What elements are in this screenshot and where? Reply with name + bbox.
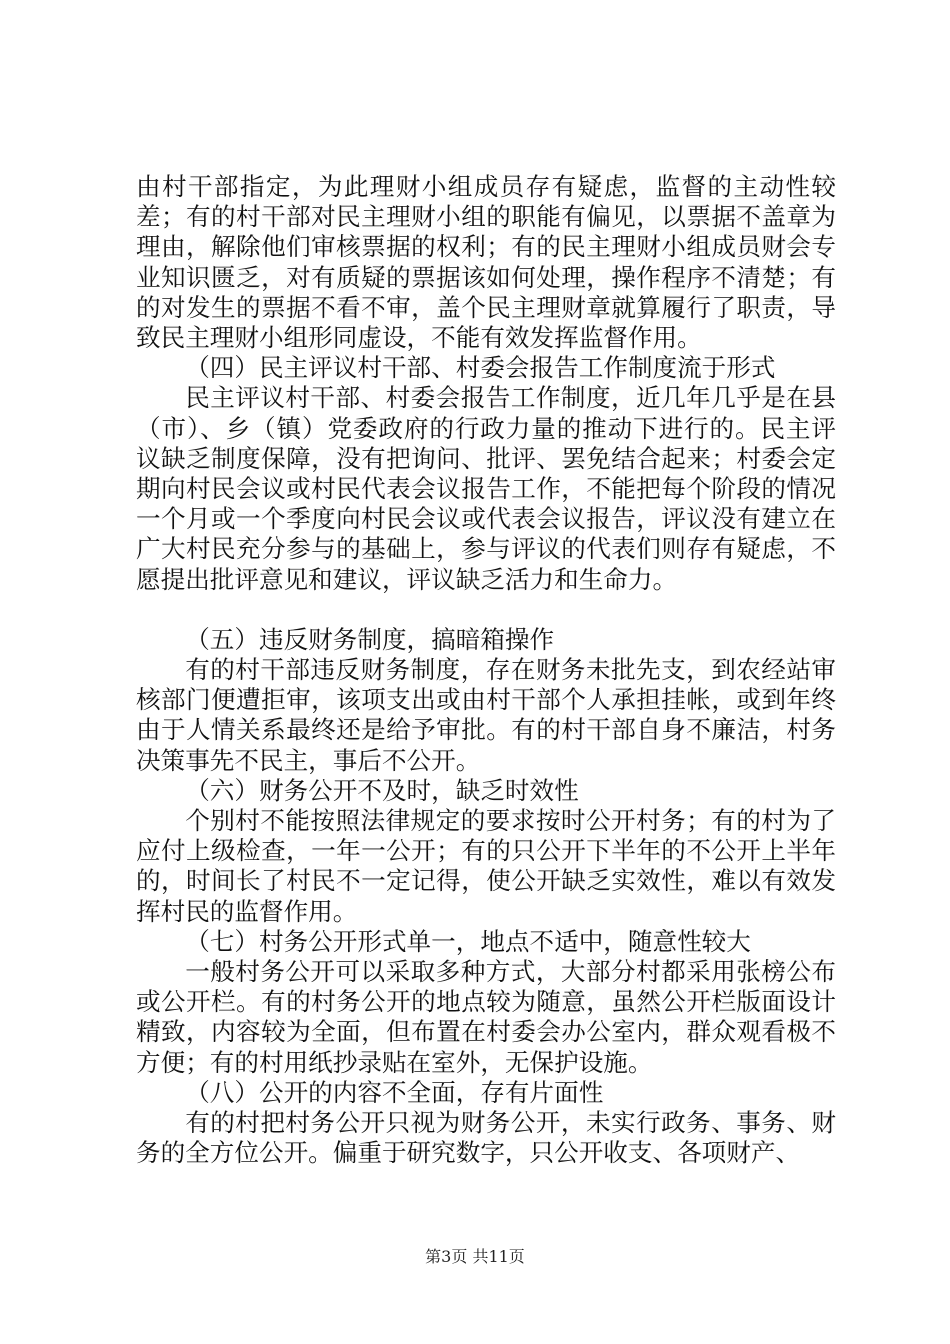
paragraph-7: 一般村务公开可以采取多种方式，大部分村都采用张榜公布或公开栏。有的村务公开的地点较为随意，虽然公开栏版面设计精致，内容较为全面，但布置在村委会办公室内，群众观看极不方便；有的村用纸抄录贴在室外，无保护设施。 [136,957,836,1077]
paragraph-4: 民主评议村干部、村委会报告工作制度，近几年几乎是在县（市）、乡（镇）党委政府的行政力量的推动下进行的。民主评议缺乏制度保障，没有把询问、批评、罢免结合起来；村委会定期向村民会议或村民代表会议报告工作，不能把每个阶段的情况一个月或一个季度向村民会议或代表会议报告，评议没有建立在广大村民充分参与的基础上，参与评议的代表们则存有疑虑，不愿提出批评意见和建议，评议缺乏活力和生命力。 [136,383,836,594]
paragraph-continuation: 由村干部指定，为此理财小组成员存有疑虑，监督的主动性较差；有的村干部对民主理财小组的职能有偏见，以票据不盖章为理由，解除他们审核票据的权利；有的民主理财小组成员财会专业知识匮乏，对有质疑的票据该如何处理，操作程序不清楚；有的对发生的票据不看不审，盖个民主理财章就算履行了职责，导致民主理财小组形同虚设，不能有效发挥监督作用。 [136,172,836,353]
section-heading-6: （六）财务公开不及时，缺乏时效性 [185,775,579,805]
paragraph-5: 有的村干部违反财务制度，存在财务未批先支，到农经站审核部门便遭拒审，该项支出或由村干部个人承担挂帐，或到年终由于人情关系最终还是给予审批。有的村干部自身不廉洁，村务决策事先不民主，事后不公开。 [136,655,836,775]
section-heading-4: （四）民主评议村干部、村委会报告工作制度流于形式 [185,353,776,383]
document-body [136,172,836,1169]
paragraph-8: 有的村把村务公开只视为财务公开，未实行政务、事务、财务的全方位公开。偏重于研究数字，只公开收支、各项财产、 [136,1108,836,1168]
section-heading-7: （七）村务公开形式单一，地点不适中，随意性较大 [185,926,751,956]
section-heading-5: （五）违反财务制度，搞暗箱操作 [185,624,555,654]
page-number-footer: 第3页 共11页 [425,1247,525,1266]
section-heading-8: （八）公开的内容不全面，存有片面性 [185,1077,604,1107]
paragraph-6: 个别村不能按照法律规定的要求按时公开村务；有的村为了应付上级检查，一年一公开；有的只公开下半年的不公开上半年的，时间长了村民不一定记得，使公开缺乏实效性，难以有效发挥村民的监督作用。 [136,806,836,926]
